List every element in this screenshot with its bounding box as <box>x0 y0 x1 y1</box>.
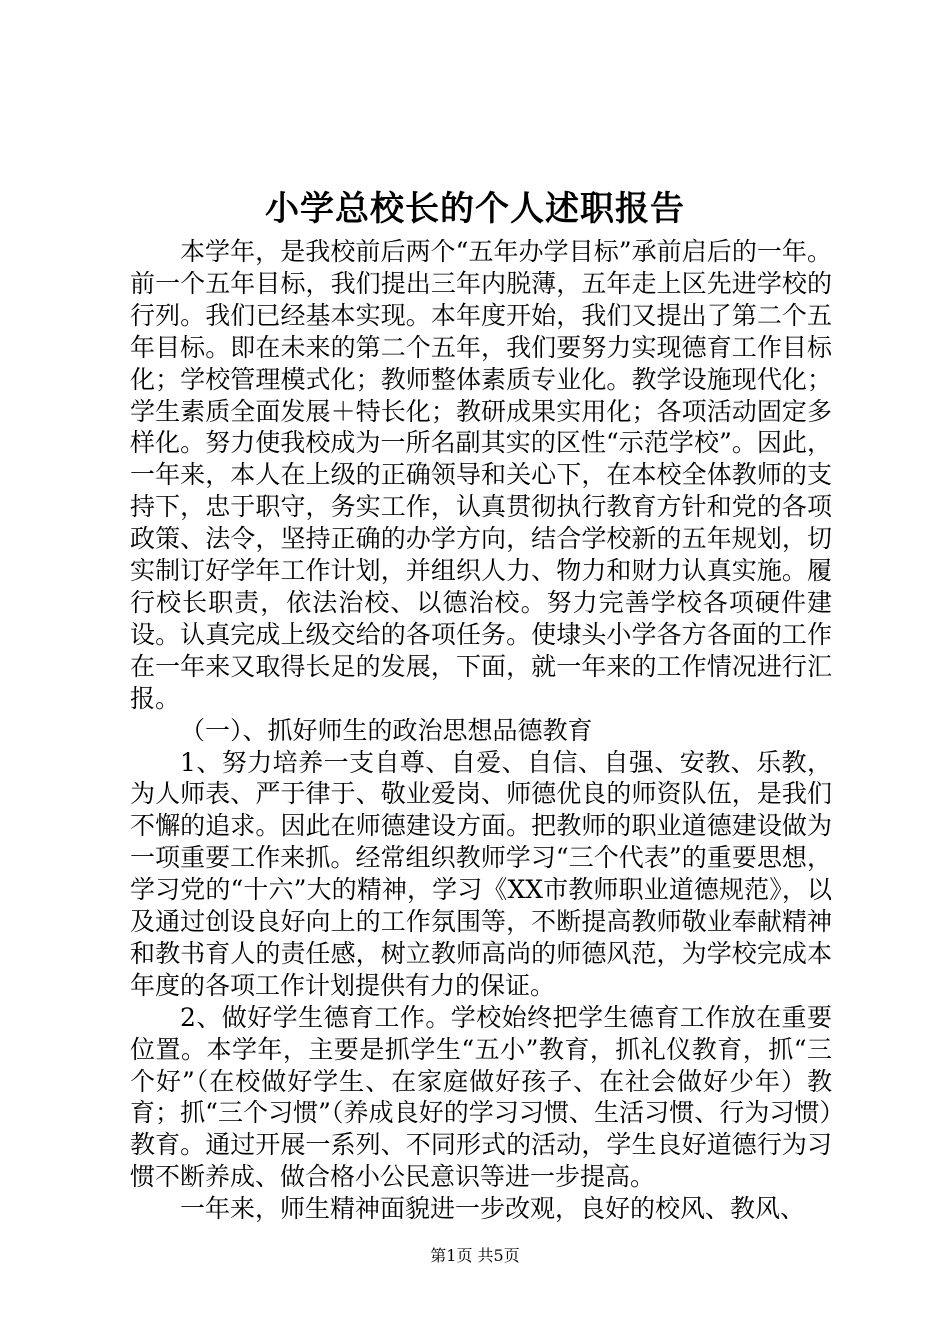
paragraph-student-moral: 2、做好学生德育工作。学校始终把学生德育工作放在重要位置。本学年，主要是抓学生“五小”教育，抓礼仪教育，抓“三个好”（在校做好学生、在家庭做好孩子、在社会做好少年）教育；抓“三个习惯”（养成良好的学习习惯、生活习惯、行为习惯）教育。通过开展一系列、不同形式的活动，学生良好道德行为习惯不断养成、做合格小公民意识等进一步提高。 <box>130 1002 832 1192</box>
document-body <box>130 236 832 1225</box>
document-title: 小学总校长的个人述职报告 <box>265 189 685 229</box>
page-footer: 第1页 共5页 <box>430 1246 520 1265</box>
paragraph-teacher-ethics: 1、努力培养一支自尊、自爱、自信、自强、安教、乐教，为人师表、严于律于、敬业爱岗、师德优良的师资队伍，是我们不懈的追求。因此在师德建设方面。把教师的职业道德建设做为一项重要工作来抓。经常组织教师学习“三个代表”的重要思想，学习党的“十六”大的精神，学习《XX市教师职业道德规范》，以及通过创设良好向上的工作氛围等，不断提高教师敬业奉献精神和教书育人的责任感，树立教师高尚的师德风范，为学校完成本年度的各项工作计划提供有力的保证。 <box>130 747 832 1000</box>
section-heading: （一）、抓好师生的政治思想品德教育 <box>180 715 593 745</box>
paragraph-intro: 本学年，是我校前后两个“五年办学目标”承前启后的一年。前一个五年目标，我们提出三年内脱薄，五年走上区先进学校的行列。我们已经基本实现。本年度开始，我们又提出了第二个五年目标。即在未来的第二个五年，我们要努力实现德育工作目标化；学校管理模式化；教师整体素质专业化。教学设施现代化；学生素质全面发展＋特长化；教研成果实用化；各项活动固定多样化。努力使我校成为一所名副其实的区性“示范学校”。因此，一年来，本人在上级的正确领导和关心下，在本校全体教师的支持下，忠于职守，务实工作，认真贯彻执行教育方针和党的各项政策、法令，坚持正确的办学方向，结合学校新的五年规划，切实制订好学年工作计划，并组织人力、物力和财力认真实施。履行校长职责，依法治校、以德治校。努力完善学校各项硬件建设。认真完成上级交给的各项任务。使埭头小学各方各面的工作在一年来又取得长足的发展，下面，就一年来的工作情况进行汇报。 <box>130 237 832 713</box>
paragraph-summary: 一年来，师生精神面貌进一步改观，良好的校风、教风、 <box>180 1194 806 1224</box>
